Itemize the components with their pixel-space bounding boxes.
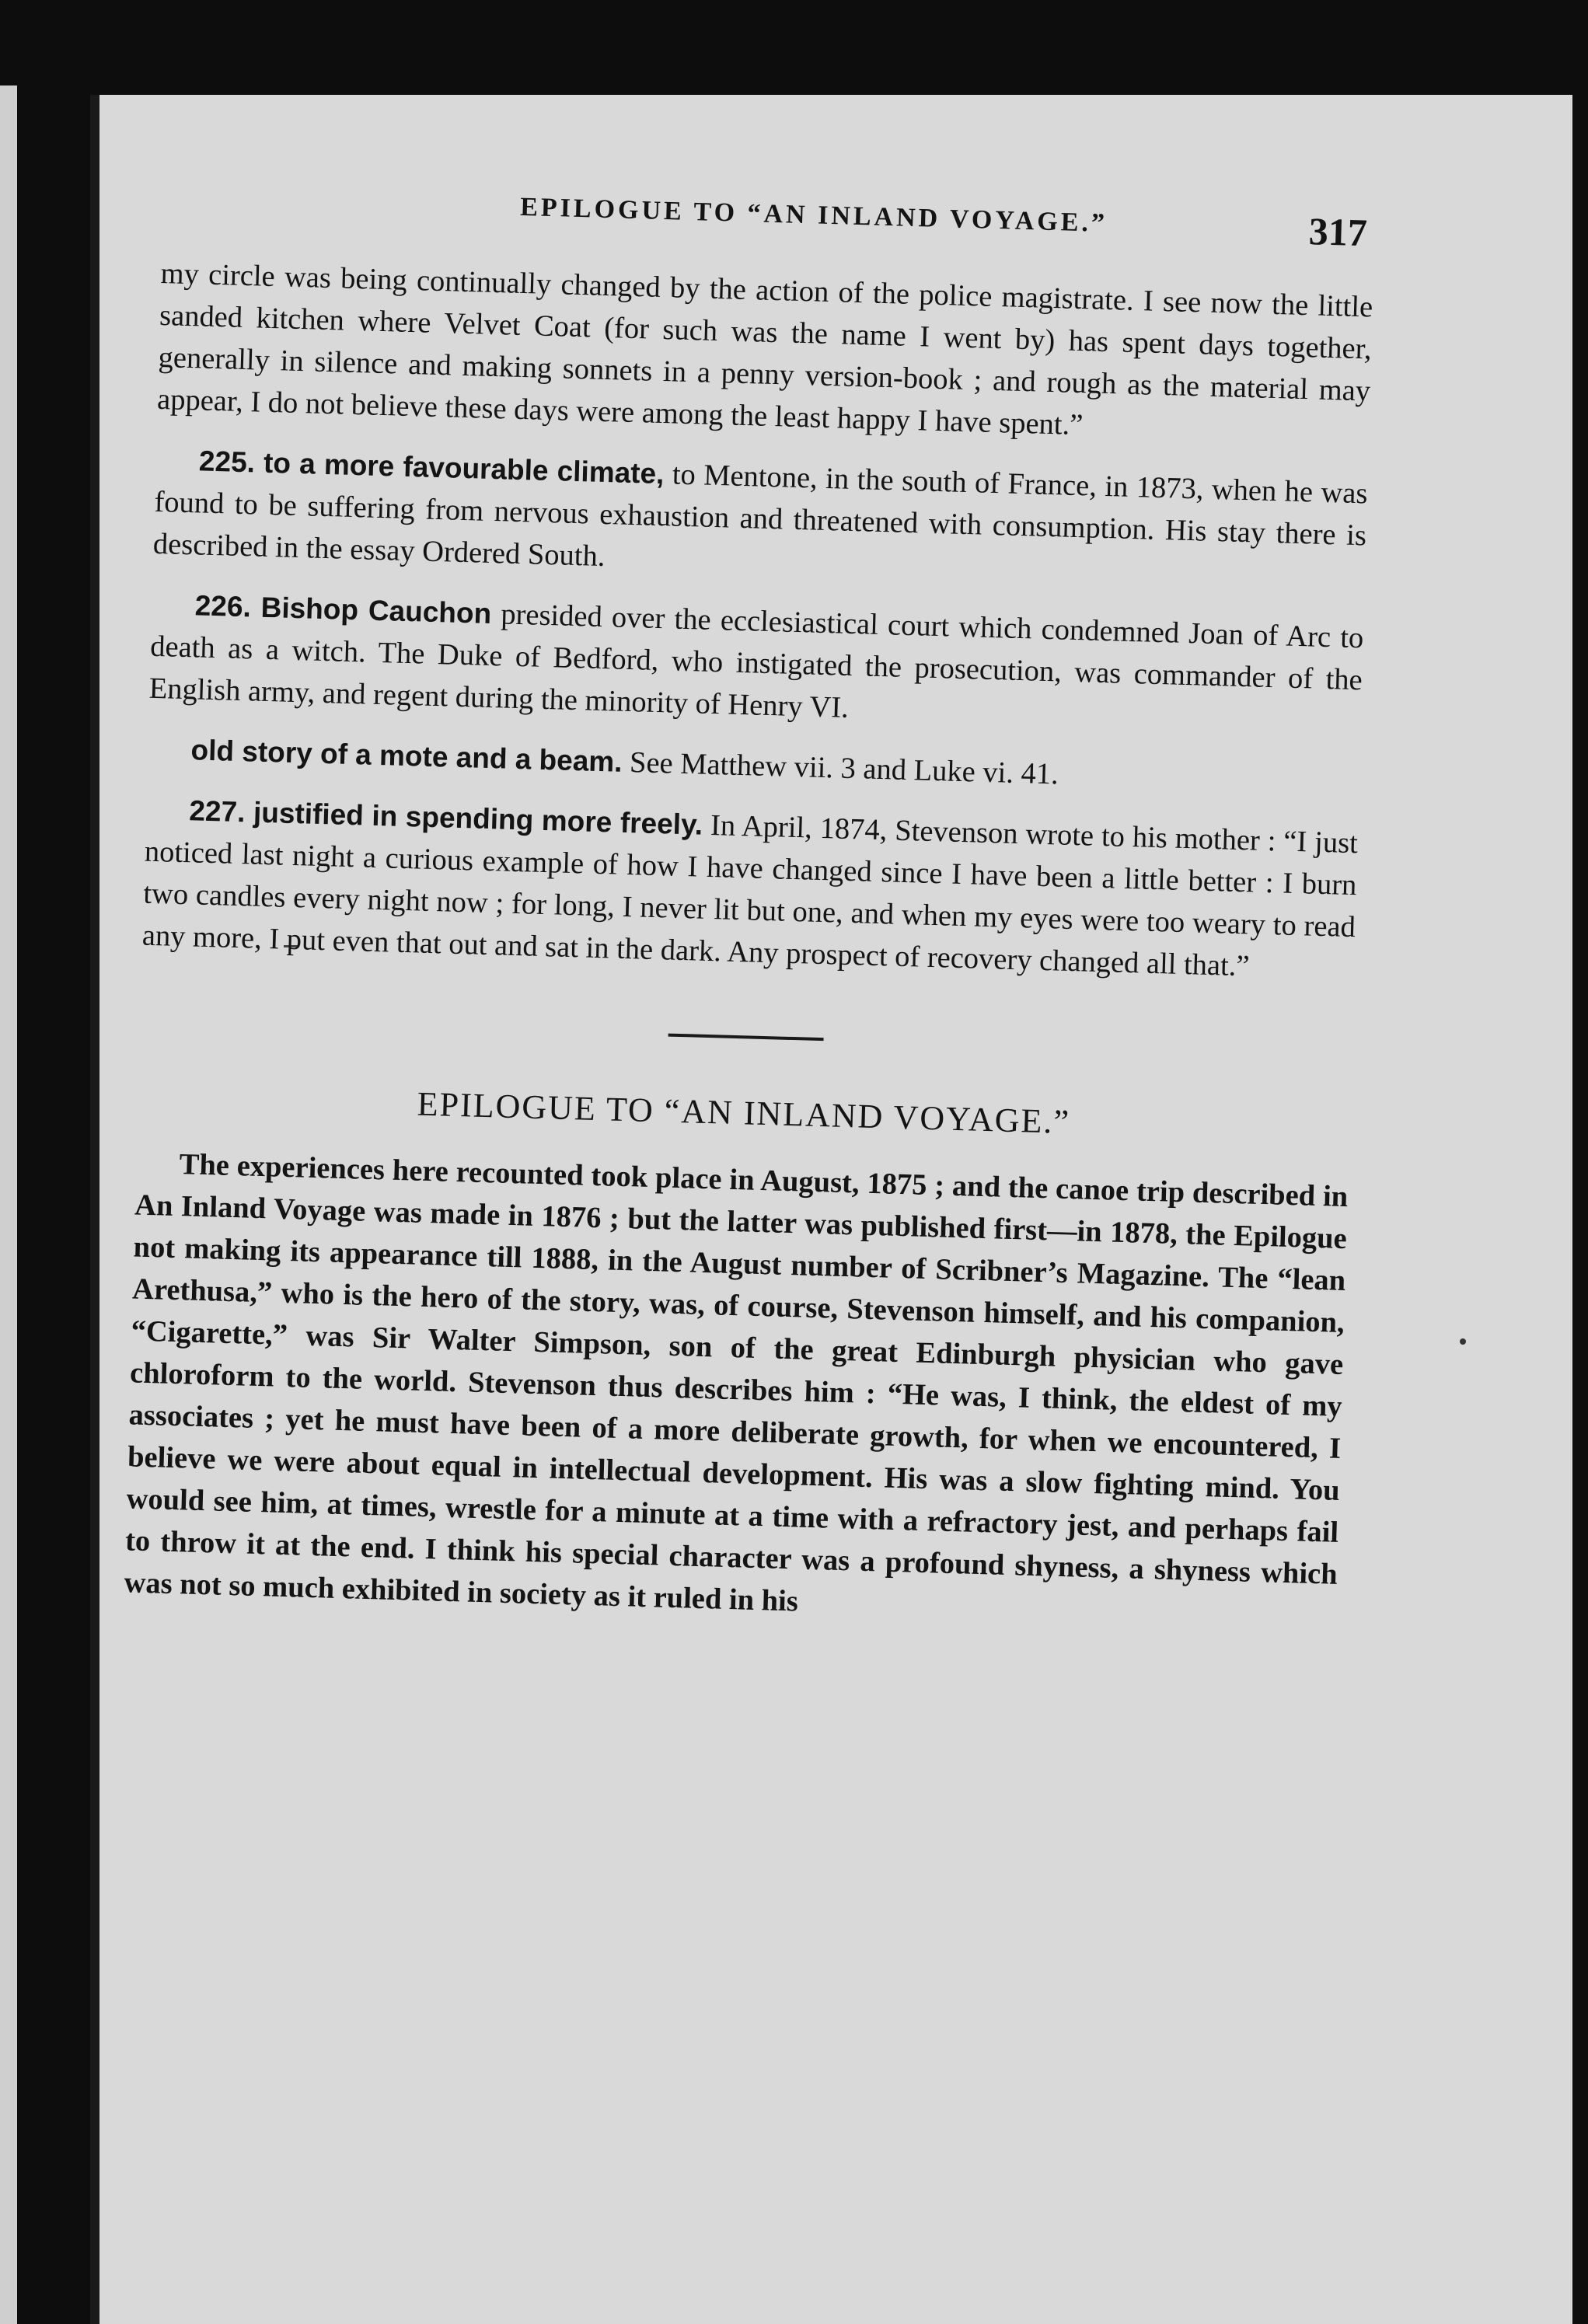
note-head: 227. justified in spending more freely.	[188, 794, 703, 841]
note-text: to Mentone, in the south of France, in 1873, when he was found to be suffering from nervous exhaustion and threatened with consumption. His stay there is described in the essay Ordered South.	[152, 458, 1369, 574]
note-head: 225. to a more favourable climate,	[198, 445, 665, 490]
adjacent-page-edge	[0, 85, 17, 2324]
running-title: EPILOGUE TO “AN INLAND VOYAGE.”	[519, 192, 1108, 238]
note-continuation: my circle was being continually changed by the action of the police magistrate. I see now the little sanded kitchen where Velvet Coat (for such was the name I went by) has spent days together, generally in silence and making sonnets in a penny version-book ; and rough as the material may appear, I do not believe these days were among the least happy I have spent.”	[156, 256, 1373, 442]
note-text: In April, 1874, Stevenson wrote to his mother : “I just noticed last night a curious example of how I have changed since I have been a little better : I burn two candles every night now ; for long, I never lit but one, and when my eyes were too weary to read any more, I put even that out and sat in the dark. Any prospect of recovery changed all that.”	[141, 808, 1359, 983]
note-mote-and-beam	[147, 728, 1360, 804]
note-head: old story of a mote and a beam.	[190, 734, 623, 778]
section-divider	[668, 1034, 824, 1042]
note-227	[141, 789, 1358, 990]
section-title: EPILOGUE TO “AN INLAND VOYAGE.”	[417, 1084, 1071, 1142]
page-number: 317	[1308, 209, 1368, 255]
note-text: See Matthew vii. 3 and Luke vi. 41.	[621, 745, 1059, 791]
page-content	[123, 183, 1375, 1656]
note-226	[148, 584, 1364, 743]
section-body: The experiences here recounted took place in August, 1875 ; and the canoe trip described in An Inland Voyage was made in 1876 ; but the latter was published first—in 1878, the Epilogue not making its appearance till 1888, in the August number of Scribner’s Magazine. The “lean Arethusa,” who is the hero of the story, was, of course, Stevenson himself, and his companion, “Cigarette,” was Sir Walter Simpson, son of the great Edinburgh physician who gave chloroform to the world. Stevenson thus describes him : “He was, I think, the eldest of my associates ; yet he must have been of a more deliberate growth, for when we encountered, I believe we were about equal in intellectual development. His was a slow fighting mind. You would see him, at times, wrestle for a minute at a time with a refractory jest, and perhaps fail to throw it at the end. I think his special character was a profound shyness, a shyness which was not so much exhibited in society as it ruled in his	[124, 1148, 1349, 1618]
note-head: 226. Bishop Cauchon	[194, 589, 492, 630]
note-225	[152, 439, 1368, 598]
page-speck	[1460, 1338, 1466, 1345]
note-text: presided over the ecclesiastical court which condemned Joan of Arc to death as a witch. The Duke of Bedford, who instigated the prosecution, was commander of the English army, and regent during the minority of Henry VI.	[148, 598, 1364, 724]
